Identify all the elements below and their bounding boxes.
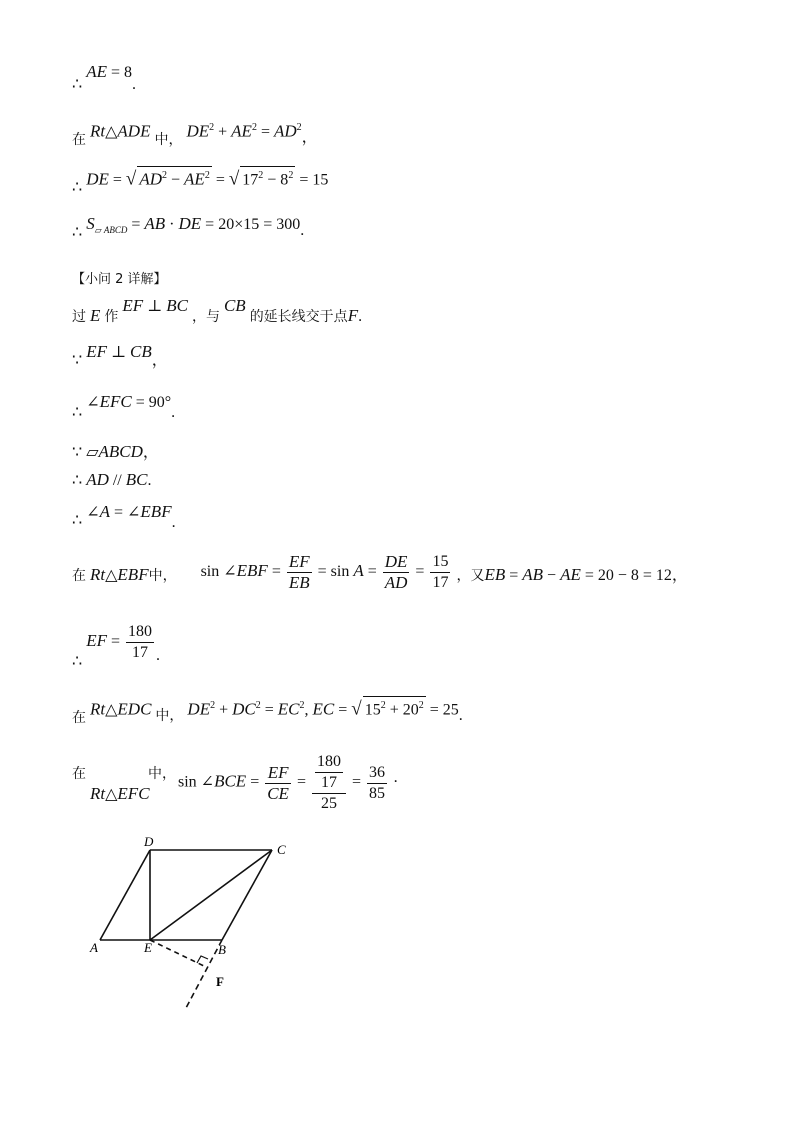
segment-ec (150, 850, 272, 940)
side-ad (100, 850, 150, 940)
step-because-perp: ∵ EF ⊥ CB， (72, 342, 168, 369)
step-ec-value: 在 Rt△EDC 中， $DE^2 + DC^2 = EC^2$, EC = √ $15^2 + 20^2 = 25$. (72, 696, 463, 720)
step-pythagoras-ade: 在 Rt△ADE 中， $DE^2 + AE^2 = AD^2$， (72, 121, 318, 149)
label-c: C (277, 842, 286, 857)
parallelogram-figure (70, 828, 330, 1028)
step-construct-ef: 过 E 作 EF ⊥ BC ，与 CB 的延长线交于点F. (72, 296, 363, 325)
step-area: ∴ $S_{▱ ABCD}$ = AB · DE = 20×15 = 300. (72, 214, 305, 241)
step-ae-equals-8: ∴ AE = 8. (72, 62, 136, 93)
label-f: F (216, 974, 224, 989)
right-angle-mark (197, 956, 208, 963)
step-parallelogram: ∵ ▱ABCD， (72, 442, 159, 461)
label-d: D (144, 834, 154, 849)
step-sin-ebf: 在 Rt△EBF中， sin ∠EBF = $\frac{EF}{EB}$ = sin A = $\frac{DE}{AD}$ = $\frac{15}{17}$ ，又EB = AB − AE = 20 − 8 = 12， (72, 552, 688, 592)
section-heading: 【小问 2 详解】 (72, 272, 167, 287)
label-e: E (144, 940, 152, 955)
step-de-sqrt: ∴ DE = √ $AD^2 - AE^2$ = √ $17^2 - 8^2 = 15$ (72, 166, 328, 190)
side-cb (222, 850, 272, 940)
segment-ef (150, 940, 204, 966)
step-angle-90: ∴ ∠EFC = 90°. (72, 392, 176, 421)
label-a: A (90, 940, 98, 955)
step-angle-equal: ∴ ∠A = ∠EBF. (72, 502, 176, 531)
therefore-symbol: ∴ (72, 74, 83, 93)
step-ef-value: ∴ EF = $\frac{180}{17}$ . (72, 623, 160, 671)
step-ad-parallel-bc: ∴ AD // BC. (72, 470, 152, 489)
label-b: B (218, 942, 226, 957)
